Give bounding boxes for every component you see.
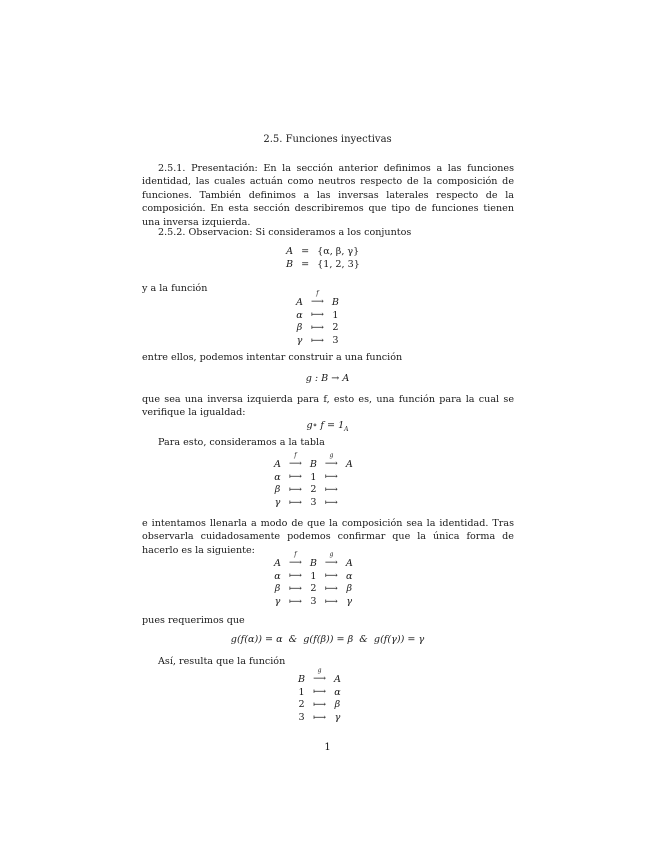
table-row: β ⟼ 2 ⟼ [274,484,338,496]
sets-definition [282,245,364,271]
set-a-value: {α, β, γ} [317,245,360,257]
table-row: β ⟼ 2 [296,322,339,334]
paragraph-requerimos: pues requerimos que [142,615,245,626]
set-b-value: {1, 2, 3} [317,258,360,270]
table-row: β ⟼ 2 ⟼ β [274,583,353,595]
page-number: 1 [324,742,331,753]
table-f [292,290,343,347]
set-b-name: B [286,258,294,270]
table-empty: A f ⟶ B g ⟶ A α ⟼ 1 ⟼ β ⟼ 2 ⟼ γ ⟼ 3 ⟼ [270,458,357,509]
table-row: 1 ⟼ α [298,686,341,698]
paragraph-construir: entre ellos, podemos intentar construir a una función [142,352,403,363]
paragraph-tabla: Para esto, consideramos a la tabla [158,437,325,448]
paragraph-llenarla: e intentamos llenarla a modo de que la composición sea la identidad. Tras observarla cuidadosamente podemos confirmar que la única forma de hacerlo es la siguiente: [142,518,514,556]
equation-composition: g∘ $f = 1_A$ [306,420,349,433]
table-row: α ⟼ 1 [296,309,339,321]
t1-header-from: A [296,296,303,308]
table-row: γ ⟼ 3 [296,335,339,347]
paragraph-resulta: Así, resulta que la función [158,656,286,667]
equation-g: g : B → A [305,373,350,384]
set-a-eq: = [301,245,310,257]
table-filled: A f ⟶ B g ⟶ A α ⟼ 1 ⟼ α β ⟼ 2 ⟼ β γ ⟼ 3 ⟼ γ [270,557,357,608]
paragraph-inversa: que sea una inversa izquierda para f, esto es, una función para la cual se verifique la igualdad: [142,394,514,419]
table-g: B g ⟶ A 1 ⟼ α 2 ⟼ β 3 ⟼ γ [294,673,345,724]
t1-header-to: B [331,296,339,308]
set-b-eq: = [301,258,310,270]
paragraph-funcion: y a la función [142,283,208,294]
section-title: 2.5. Funciones inyectivas [263,134,392,145]
table-row: 2 ⟼ β [298,699,341,711]
table-row: α ⟼ 1 ⟼ α [274,570,353,582]
set-a-name: A [286,245,293,257]
table-row: α ⟼ 1 ⟼ [274,471,338,483]
arrow-f: f ⟶ [310,290,324,308]
equation-requirements: g(f(α)) = α & g(f(β)) = β & g(f(γ)) = γ [230,634,425,645]
paragraph-presentacion: 2.5.1. Presentación: En la sección anterior definimos a las funciones identidad, las cuales actuán como neutros respecto de la composición de funciones. También definimos a las inversas laterales respecto de la composición. En esta sección describiremos que tipo de funciones tienen una inversa izquierda. [142,163,514,228]
table-row: γ ⟼ 3 ⟼ γ [274,596,353,608]
paragraph-observacion: 2.5.2. Observacion: Si consideramos a los conjuntos [158,227,412,238]
table-row: γ ⟼ 3 ⟼ [274,497,338,509]
table-row: 3 ⟼ γ [298,712,341,724]
